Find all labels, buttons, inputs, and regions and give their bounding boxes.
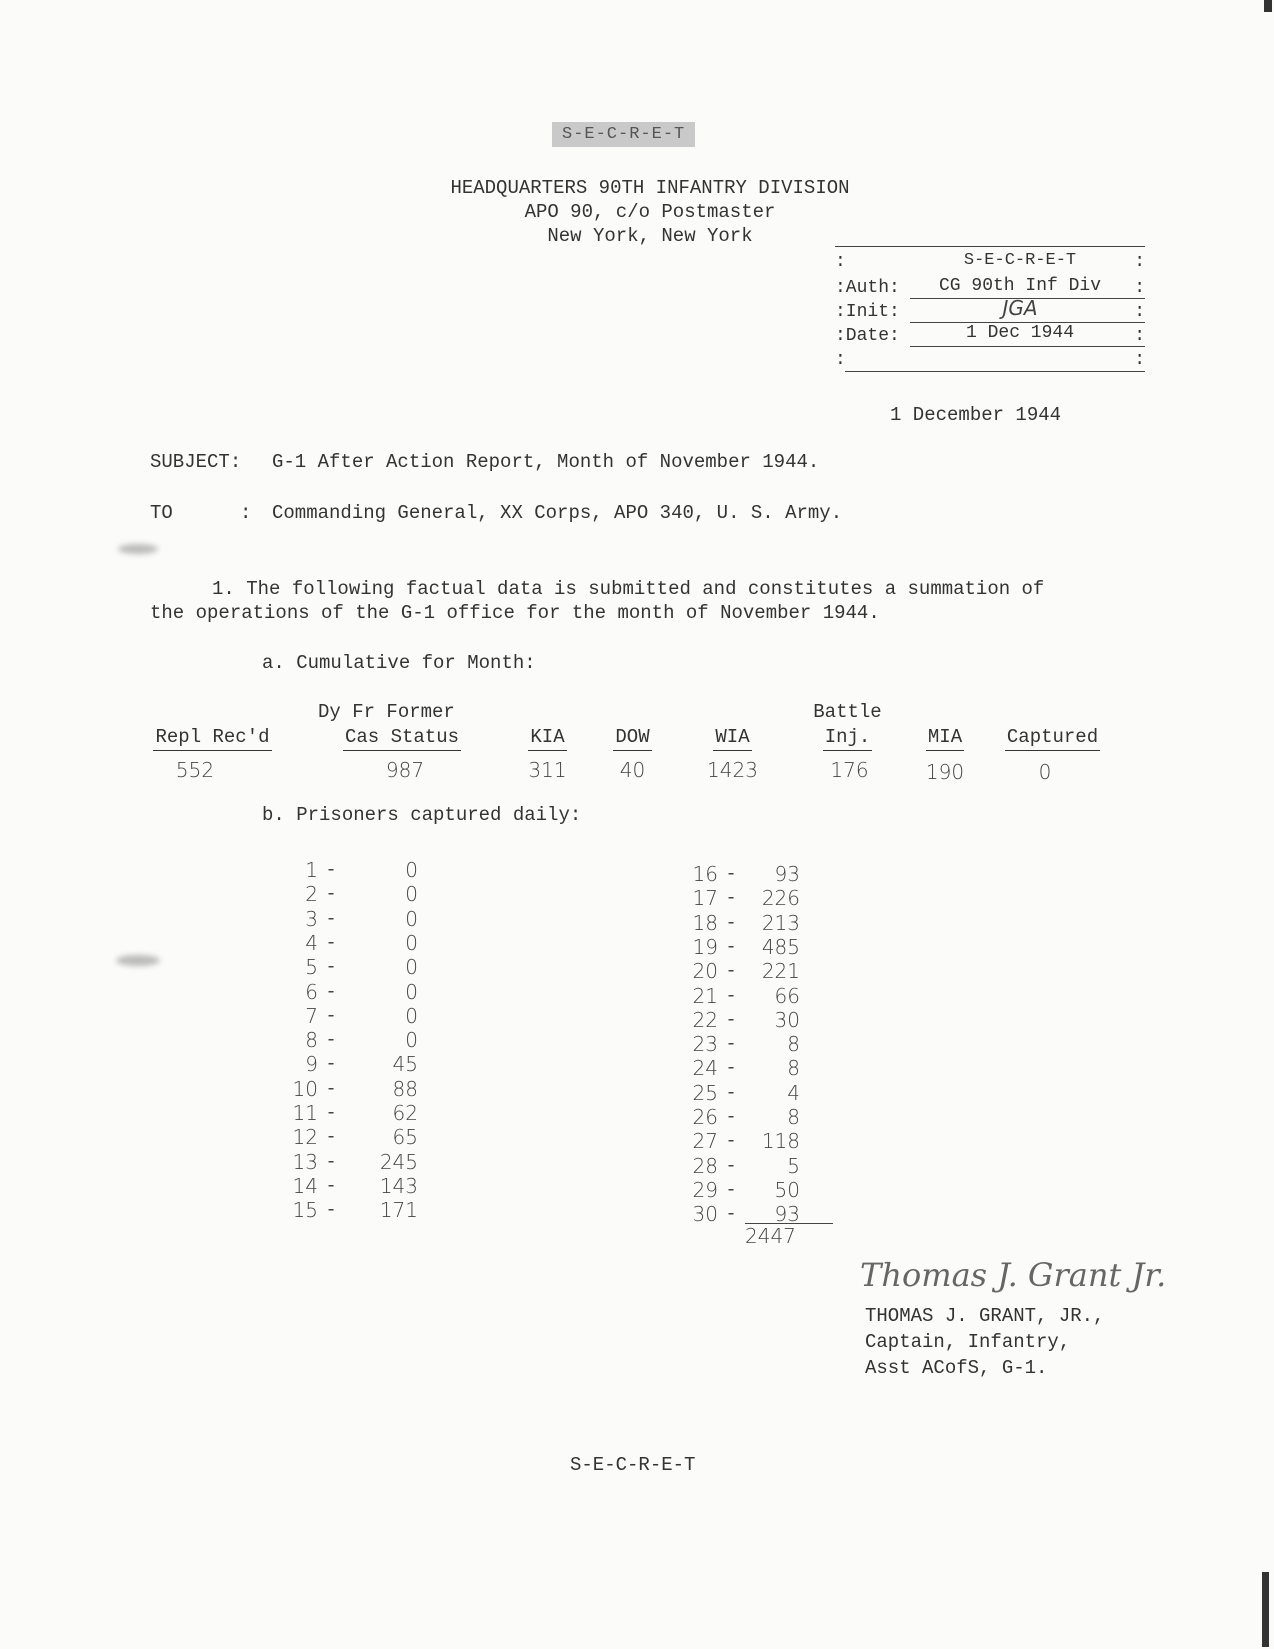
prisoner-day: 26 [692,1105,718,1129]
prisoner-day: 20 [692,959,718,984]
auth-box-colon: : [835,252,846,272]
prisoner-count: 0 [405,955,418,980]
prisoner-count: 8 [787,1056,800,1081]
prisoners-total: 2447 [745,1224,796,1248]
prisoner-dash: - [327,1198,335,1221]
prisoner-dash: - [727,959,735,982]
prisoner-count: 0 [405,1003,418,1028]
prisoner-count: 8 [787,1105,800,1129]
value-kia: 311 [528,758,567,782]
prisoner-dash: - [327,858,335,880]
value-captured: 0 [1038,760,1052,784]
prisoner-count: 88 [392,1076,418,1101]
handwritten-signature: Thomas J. Grant Jr. [860,1256,1167,1294]
header-wia: WIA [695,700,770,751]
auth-box-colon: : [835,350,846,370]
prisoner-dash: - [327,1173,335,1196]
prisoner-dash: - [327,1101,335,1123]
prisoner-count: 143 [379,1173,418,1198]
prisoner-dash: - [727,886,735,909]
prisoner-day: 5 [305,955,318,980]
prisoner-day: 4 [305,930,318,955]
prisoner-day: 28 [692,1153,718,1178]
prisoner-dash: - [727,1129,735,1152]
prisoner-day: 15 [292,1198,318,1223]
scan-edge-mark-top [1264,0,1272,12]
to-colon: : [240,502,252,524]
scan-smudge [118,544,158,554]
prisoner-count: 485 [761,934,800,959]
prisoner-day: 16 [692,862,718,886]
prisoner-dash: - [727,1007,735,1030]
header-dow: DOW [600,700,665,751]
prisoner-day: 9 [305,1052,318,1077]
header-dy-fr-former-cas-status: Dy Fr Former Cas Status [318,700,486,751]
prisoner-dash: - [727,1153,735,1176]
prisoner-count: 8 [787,1032,800,1057]
date-value: 1 Dec 1944 [965,323,1075,343]
prisoner-count: 50 [774,1177,800,1202]
prisoner-count: 221 [761,959,800,984]
prisoner-dash: - [327,882,335,905]
prisoner-count: 30 [774,1007,800,1032]
prisoner-dash: - [327,906,335,929]
prisoner-day: 3 [305,906,318,931]
prisoner-dash: - [327,955,335,978]
prisoner-count: 93 [774,862,800,886]
prisoner-dash: - [327,979,335,1002]
prisoner-day: 25 [692,1080,718,1105]
paragraph-1-line-1: 1. The following factual data is submitted and constitutes a summation of [212,578,1045,600]
prisoner-count: 0 [405,1028,418,1053]
header-battle-inj: Battle Inj. [805,700,890,751]
prisoner-count: 0 [405,882,418,907]
prisoner-dash: - [327,930,335,953]
auth-box-colon: : [1134,278,1145,298]
prisoner-dash: - [327,1028,335,1051]
scan-smudge [116,955,160,966]
prisoner-day: 19 [692,934,718,959]
prisoner-dash: - [727,1056,735,1079]
prisoner-day: 12 [292,1125,318,1150]
value-battle-inj: 176 [830,758,869,782]
prisoner-dash: - [727,983,735,1006]
value-dow: 40 [619,758,646,782]
prisoner-day: 17 [692,886,718,911]
prisoner-count: 226 [761,886,800,911]
init-label: :Init: [835,302,900,322]
header-mia: MIA [915,700,975,751]
prisoner-dash: - [727,862,735,884]
paragraph-1-line-2: the operations of the G-1 office for the month of November 1944. [150,602,880,624]
auth-label: :Auth: [835,278,900,298]
prisoner-day: 22 [692,1007,718,1032]
prisoner-count: 5 [787,1153,800,1178]
section-b-heading: b. Prisoners captured daily: [262,804,582,826]
prisoner-day: 21 [692,983,718,1008]
prisoner-day: 18 [692,910,718,935]
prisoner-dash: - [327,1052,335,1075]
subject-text: G-1 After Action Report, Month of November 1944. [272,451,820,473]
prisoner-count: 62 [392,1101,418,1125]
prisoner-day: 2 [305,882,318,907]
prisoner-day: 1 [305,858,318,882]
prisoner-dash: - [727,934,735,957]
value-repl-recd: 552 [175,758,215,782]
prisoner-count: 0 [405,979,418,1004]
prisoner-count: 245 [379,1149,418,1174]
value-wia: 1423 [707,758,758,782]
prisoner-dash: - [727,1105,735,1127]
prisoner-day: 23 [692,1032,718,1057]
authorization-box [835,246,1145,376]
auth-box-classification: S-E-C-R-E-T [963,251,1077,270]
prisoner-dash: - [727,910,735,933]
signatory-rank: Captain, Infantry, [865,1331,1071,1353]
prisoner-dash: - [727,1032,735,1055]
prisoner-count: 0 [405,858,418,882]
prisoner-day: 30 [692,1202,718,1227]
prisoner-day: 6 [305,979,318,1004]
prisoner-count: 65 [392,1125,418,1150]
header-kia: KIA [515,700,580,751]
scan-edge-mark-bottom [1262,1572,1269,1647]
signatory-title: Asst ACofS, G-1. [865,1357,1048,1379]
value-mia: 190 [925,760,965,784]
header-repl-recd: Repl Rec'd [150,700,275,751]
prisoner-dash: - [327,1003,335,1026]
prisoner-day: 24 [692,1056,718,1081]
prisoner-day: 13 [292,1149,318,1174]
footer-classification: S-E-C-R-E-T [570,1454,696,1476]
document-date: 1 December 1944 [890,404,1062,426]
prisoner-count: 171 [379,1198,418,1223]
to-label: TO [150,502,173,524]
prisoner-count: 66 [774,983,800,1008]
prisoner-count: 0 [405,930,418,955]
city-line: New York, New York [547,225,753,247]
prisoner-dash: - [327,1076,335,1099]
auth-box-colon: : [1134,302,1145,322]
prisoner-day: 27 [692,1129,718,1154]
headquarters-line: HEADQUARTERS 90TH INFANTRY DIVISION [450,177,850,199]
prisoner-count: 45 [392,1052,418,1077]
value-cas-status: 987 [385,758,425,782]
header-captured: Captured [995,700,1110,751]
prisoner-dash: - [327,1125,335,1148]
prisoner-count: 213 [761,910,800,935]
date-label: :Date: [835,326,900,346]
apo-line: APO 90, c/o Postmaster [524,201,776,223]
auth-value: CG 90th Inf Div [938,276,1102,296]
prisoner-day: 29 [692,1177,718,1202]
prisoner-day: 11 [292,1101,318,1125]
to-text: Commanding General, XX Corps, APO 340, U. S. Army. [272,502,843,524]
prisoner-count: 93 [774,1202,800,1227]
prisoner-dash: - [727,1177,735,1200]
prisoner-day: 10 [292,1076,318,1101]
prisoner-day: 14 [292,1173,318,1198]
prisoner-count: 118 [761,1129,800,1154]
prisoner-dash: - [327,1149,335,1172]
init-value: JGA [1002,296,1038,320]
prisoner-dash: - [727,1202,735,1225]
prisoner-day: 7 [305,1003,318,1028]
auth-box-colon: : [1134,326,1145,346]
prisoner-day: 8 [305,1028,318,1053]
classification-stamp: S-E-C-R-E-T [552,122,695,147]
subject-label: SUBJECT: [150,451,242,473]
prisoner-dash: - [727,1080,735,1103]
prisoner-count: 4 [787,1080,800,1105]
section-a-heading: a. Cumulative for Month: [262,652,536,674]
prisoner-count: 0 [405,906,418,931]
auth-box-colon: : [1134,252,1145,272]
signatory-name: THOMAS J. GRANT, JR., [865,1305,1105,1327]
auth-box-colon: : [1134,350,1145,370]
